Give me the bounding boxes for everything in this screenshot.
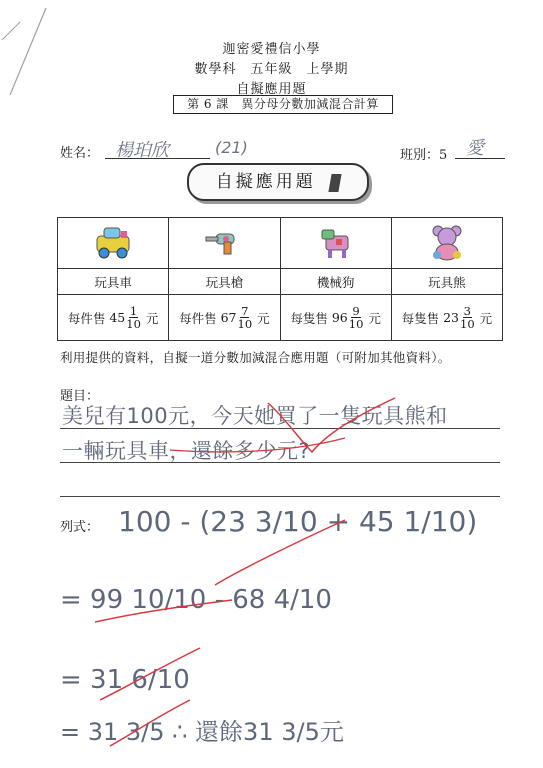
price-whole: 67 <box>220 310 237 325</box>
teddy-bear-icon <box>425 222 469 262</box>
price-denominator: 10 <box>126 317 141 331</box>
toy-car-icon <box>91 222 135 262</box>
price-denominator: 10 <box>460 317 475 331</box>
price-whole: 96 <box>331 310 348 325</box>
price-prefix: 每隻售 <box>290 310 328 326</box>
price-unit: 元 <box>368 310 381 326</box>
instruction-text: 利用提供的資料，自擬一道分數加減混合應用題（可附加其他資料）。 <box>60 350 451 365</box>
toy-price <box>58 295 169 341</box>
banner-title <box>187 163 369 201</box>
toy-price <box>391 295 502 341</box>
banner-text: 自擬應用題 <box>215 172 316 192</box>
toy-name: 玩具車 <box>58 269 169 295</box>
price-prefix: 每隻售 <box>401 310 440 326</box>
toy-price <box>280 295 391 341</box>
worksheet-title: 自擬應用題 <box>236 82 307 97</box>
lesson-title: 第 6 課 異分母分數加減混合計算 <box>173 95 393 114</box>
price-denominator: 10 <box>237 317 253 331</box>
toy-name: 玩具熊 <box>391 269 502 295</box>
price-unit: 元 <box>257 310 270 326</box>
toy-image-cell <box>280 218 391 269</box>
price-numerator: 3 <box>463 304 471 318</box>
price-unit: 元 <box>145 310 159 326</box>
toy-name: 玩具槍 <box>169 269 280 295</box>
class-value: 愛 <box>466 138 484 159</box>
price-denominator: 10 <box>348 317 364 331</box>
price-numerator: 7 <box>241 304 249 318</box>
corner-scribble <box>0 0 60 110</box>
price-prefix: 每件售 <box>67 310 106 326</box>
working-label: 列式： <box>60 520 100 535</box>
name-label: 姓名： <box>60 146 100 161</box>
working-step-2: = 99 10/10 - 68 4/10 <box>60 585 332 615</box>
question-line-1: 美兒有100元，今天她買了一隻玩具熊和 <box>62 404 448 428</box>
toy-gun-icon <box>202 222 246 262</box>
toy-price-table <box>57 217 503 341</box>
answer-line-1 <box>60 428 500 429</box>
question-line-2: 一輛玩具車，還餘多少元? <box>62 439 311 463</box>
price-unit: 元 <box>479 310 493 326</box>
question-label: 題目： <box>60 389 100 404</box>
toy-image-cell <box>169 218 280 269</box>
answer-line-3 <box>60 496 500 497</box>
price-whole: 23 <box>443 310 459 325</box>
answer-line-2 <box>60 462 500 463</box>
toy-price <box>169 295 280 341</box>
price-numerator: 9 <box>352 304 360 318</box>
working-step-1: 100 - (23 3/10 + 45 1/10) <box>118 505 478 538</box>
price-prefix: 每件售 <box>179 310 217 326</box>
student-name: 楊珀欣 <box>115 140 169 161</box>
subject-line: 數學科 五年級 上學期 <box>194 62 349 77</box>
working-step-4: = 31 3/5 ∴ 還餘31 3/5元 <box>60 718 344 746</box>
toy-image-cell <box>391 218 502 269</box>
pencil-icon <box>329 174 342 192</box>
working-step-3: = 31 6/10 <box>60 665 190 695</box>
price-whole: 45 <box>109 310 126 325</box>
student-number: (21) <box>215 138 248 157</box>
school-name: 迦密愛禮信小學 <box>222 42 321 57</box>
price-numerator: 1 <box>129 304 138 318</box>
toy-name: 機械狗 <box>280 269 391 295</box>
class-label: 班別：5 <box>400 148 448 163</box>
toy-image-cell <box>58 218 169 269</box>
robot-dog-icon <box>314 222 358 262</box>
